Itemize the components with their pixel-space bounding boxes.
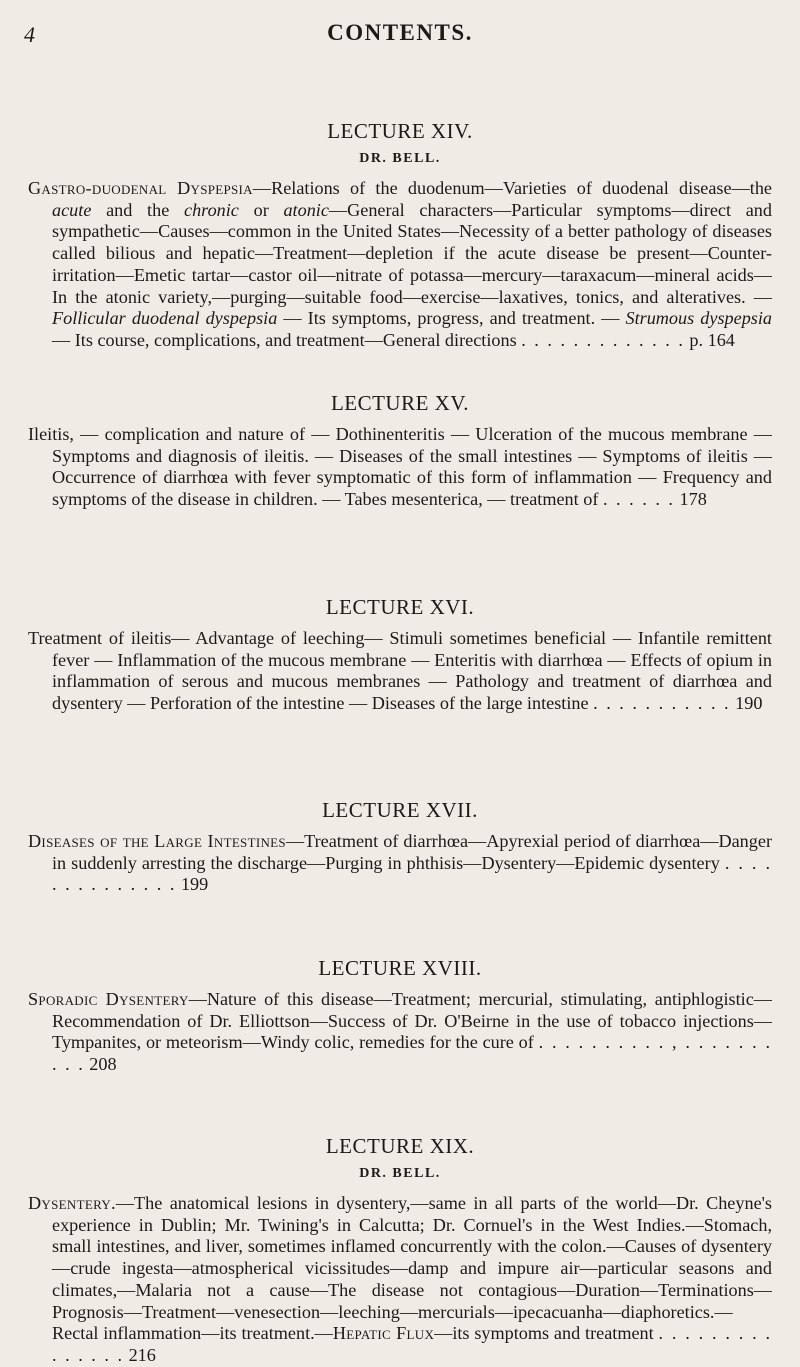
dot-leader: . . . . . . [602,489,675,510]
lecture-summary [0,628,800,715]
lecture-title: LECTURE XIX. [325,1134,475,1158]
lecture-xvii [0,797,800,896]
italic-term: Strumous dyspepsia [625,308,773,329]
lecture-xix [0,1133,800,1367]
summary-text: —Treatment of diarrhœa—Apyrexial period of diarrhœa—Danger in suddenly arresting the discharge—Purging in phthisis—Dysentery—Epidemic dysentery [52,831,772,873]
page-reference: 199 [180,874,209,895]
page-reference: 216 [128,1344,156,1365]
lecture-title: LECTURE XIV. [327,119,473,143]
page-reference: 208 [89,1054,117,1075]
summary-text: and the [91,199,184,220]
lecture-xiv [0,118,800,352]
dot-leader: . . . . . . . . . . . . . [521,329,685,350]
dot-leader: . . . . . . . . . . . . . . [52,852,773,895]
lecture-title: LECTURE XV. [330,391,470,415]
italic-term: chronic [184,199,239,220]
lecture-xvi [0,594,800,715]
header-title: CONTENTS. [327,20,473,45]
lecture-title: LECTURE XVII. [322,798,478,822]
lecture-lead: Dysentery. [28,1193,116,1213]
lecture-summary [0,424,800,511]
page-number: 4 [24,22,35,47]
lecture-author: DR. BELL. [359,151,441,166]
lecture-sublead: Hepatic Flux [332,1323,435,1344]
lecture-title: LECTURE XVIII. [318,956,482,980]
lecture-xviii [0,955,800,1076]
dot-leader: . . . . . . . . . . , . . . . . . . . . . [52,1032,772,1075]
italic-term: atonic [283,199,329,220]
lecture-author: DR. BELL. [359,1166,441,1181]
summary-text: — Its symptoms, progress, and treatment. — [277,308,626,329]
summary-text: —The anatomical lesions in dysentery,—same in all parts of the world—Dr. Cheyne's experience in Dublin; Mr. Twining's in Calcutta; Dr. Cornuel's in the West Indies.—Stomach, small intestines, and liver, sometimes inflamed concurrently with the colon.—Causes of dysentery—crude ingesta—atmospherical vicissitudes—damp and impure air—particular seasons and climates,—Malaria not a cause—The disease not contagious—Duration—Terminations—Prognosis—Treatment—venesection—leeching—mercurials—ipecacuanha—diaphoretics.—Rectal inflammation—its treatment.— [52,1193,772,1344]
dot-leader: . . . . . . . . . . . . . . . [52,1323,773,1365]
page-reference: 190 [735,693,763,714]
lecture-lead: Gastro-duodenal Dyspepsia [28,178,253,198]
lecture-summary [0,989,800,1076]
lecture-xv [0,390,800,511]
summary-text: —General characters—Particular symptoms—direct and sympathetic—Causes—common in the United States—Necessity of a better pathology of diseases called bilious and hepatic—Treatment—depletion if the acute disease be present—Counter-irritation—Emetic tartar—castor oil—nitrate of potassa—mercury—taraxacum—mineral acids—In the atonic variety,—purging—suitable food—exercise—laxatives, tonics, and alteratives. — [52,199,772,307]
summary-text: Ileitis, — complication and nature of — Dothinenteritis — Ulceration of the mucous membrane — Symptoms and diagnosis of ileitis. — Diseases of the small intestines — Symptoms of ileitis — Occurrence of diarrhœa with fever symptomatic of this form of inflammation — Frequency and symptoms of the disease in children. — Tabes mesenterica, — treatment of [28,424,772,510]
lecture-summary [0,1193,800,1367]
summary-text: — Its course, complications, and treatment—General directions [52,329,517,350]
lecture-summary [0,831,800,896]
summary-text: —Relations of the duodenum—Varieties of duodenal disease—the [252,178,772,198]
lecture-lead: Diseases of the Large Intestines [28,831,286,851]
lecture-title: LECTURE XVI. [325,595,475,619]
summary-text: Treatment of ileitis— Advantage of leeching— Stimuli sometimes beneficial — Infantile remittent fever — Inflammation of the mucous membrane — Enteritis with diarrhœa — Effects of opium in inflammation of serous and mucous membranes — Pathology and treatment of diarrhœa and dysentery — Perforation of the intestine — Diseases of the large intestine [28,628,772,714]
summary-text: —Nature of this disease—Treatment; mercurial, stimulating, antiphlogistic—Recommendation of Dr. Elliottson—Success of Dr. O'Beirne in the use of tobacco injections—Tympanites, or meteorism—Windy colic, remedies for the cure of [52,989,772,1053]
italic-term: Follicular duodenal dyspepsia [52,308,278,329]
running-head [0,14,800,54]
dot-leader: . . . . . . . . . . . [593,693,731,714]
summary-text: or [238,199,284,220]
lecture-lead: Sporadic Dysentery [28,989,189,1009]
page-reference: p. 164 [689,329,735,350]
italic-term: acute [52,199,92,220]
page-reference: 178 [679,489,707,510]
lecture-summary [0,178,800,352]
summary-text: —its symptoms and treatment [434,1323,654,1344]
